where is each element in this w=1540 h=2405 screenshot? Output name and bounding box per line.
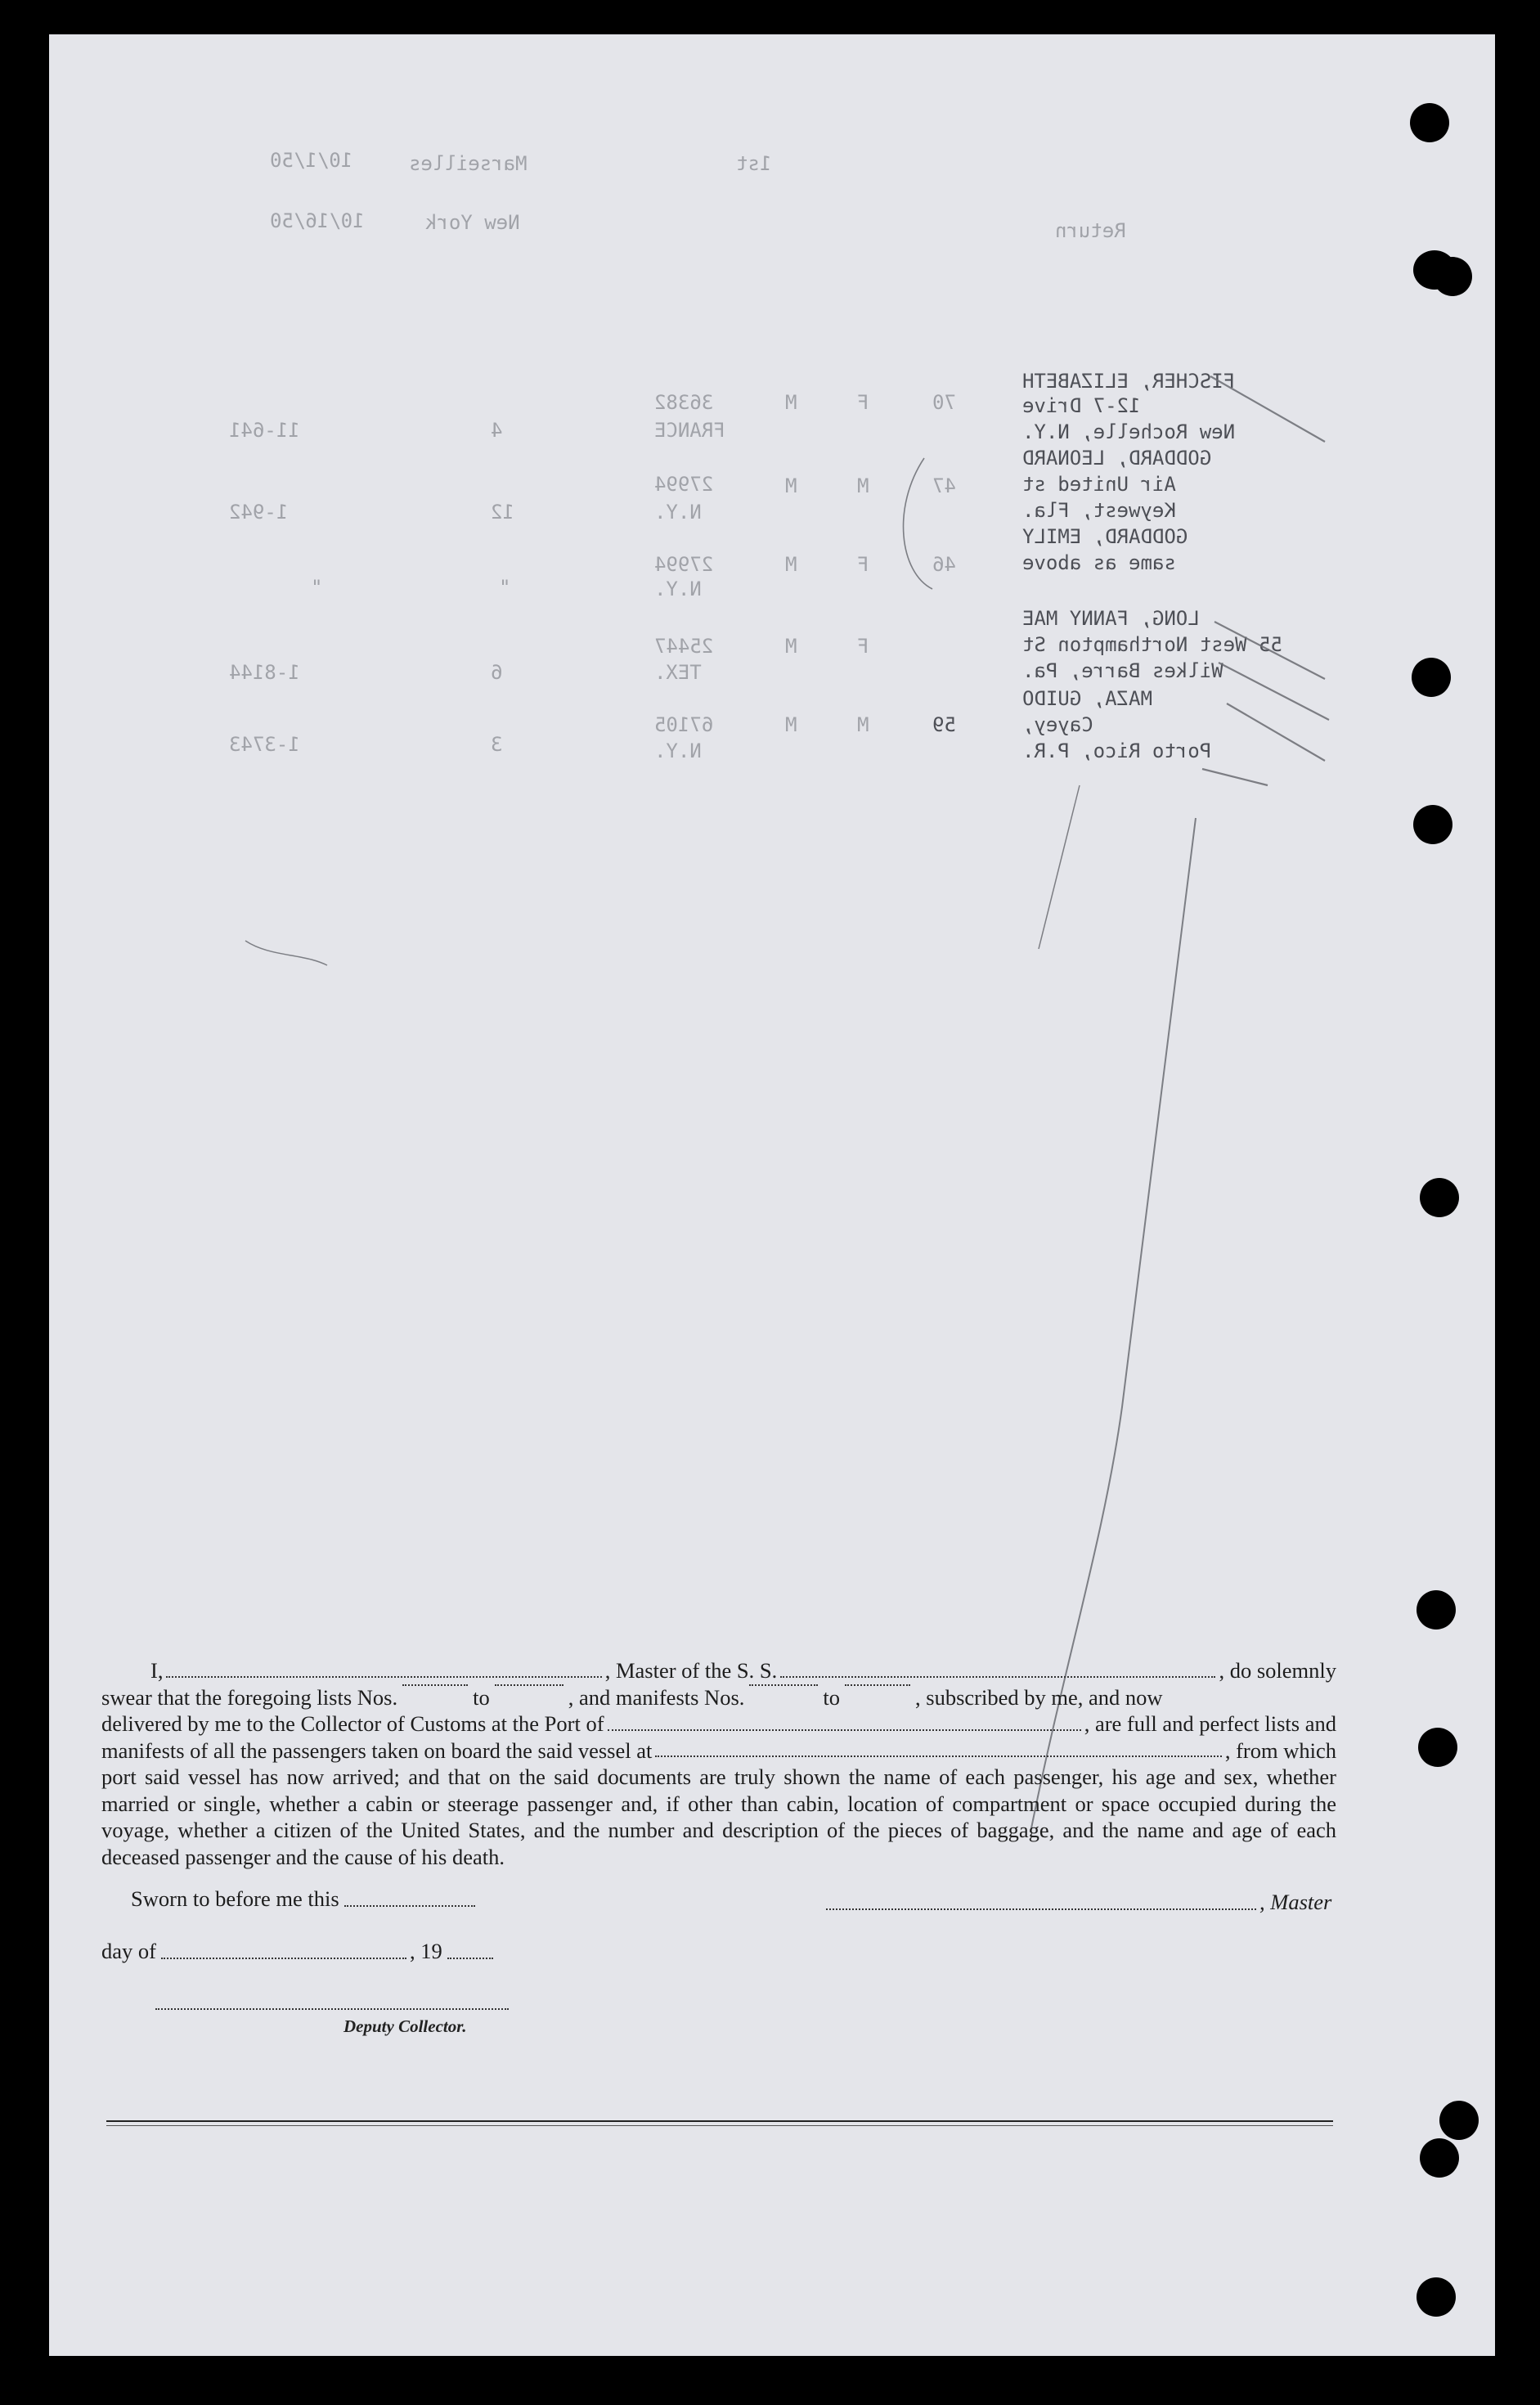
ghost-cert: 27994 <box>654 553 714 576</box>
sworn-date-blank[interactable] <box>344 1905 475 1907</box>
ghost-address: Cayey, <box>1022 713 1093 736</box>
ghost-bag: 12 <box>491 501 514 524</box>
oath-text: , and manifests Nos. <box>568 1684 745 1710</box>
oath-text: to <box>823 1684 841 1710</box>
manifest-to-blank[interactable] <box>845 1684 910 1686</box>
port-blank[interactable] <box>608 1710 1081 1731</box>
master-signature-blank[interactable] <box>826 1908 1256 1910</box>
master-name-blank[interactable] <box>166 1657 601 1678</box>
ghost-num: 1-8144 <box>229 661 300 684</box>
oath-paragraph: port said vessel has now arrived; and that on the said documents are truly shown the name of each passenger, his age and sex, whether married or single, whether a cabin or steerage passenger and, if other than cabin, location of compartment or space occupied during the voyage, whether a citizen of the United States, and the number and description of the pieces of baggage, and the name and age of each deceased passenger and the cause of his death. <box>101 1764 1336 1869</box>
ghost-num: 11-641 <box>229 419 300 442</box>
ghost-name: GODDARD, EMILY <box>1022 525 1188 548</box>
master-label: , Master <box>1259 1890 1332 1914</box>
ghost-date: 10/1/50 <box>270 149 353 172</box>
ghost-status: M <box>785 635 797 658</box>
ghost-status: M <box>785 474 797 497</box>
year-label: , 19 <box>409 1939 442 1963</box>
ghost-address: Wilkes Barre, Pa. <box>1022 659 1223 682</box>
manifest-from-blank[interactable] <box>749 1684 818 1686</box>
sworn-row <box>131 1886 478 1912</box>
ghost-age: 46 <box>932 553 956 576</box>
ghost-cert: 36382 <box>654 391 714 414</box>
ghost-where: FRANCE <box>654 419 725 442</box>
oath-text: , subscribed by me, and now <box>915 1684 1163 1710</box>
ghost-address: 12-7 Drive <box>1022 394 1141 417</box>
oath-text: I, <box>150 1658 164 1683</box>
day-of-row <box>101 1939 496 1964</box>
ghost-bag: 3 <box>491 733 503 756</box>
ghost-address: Air United st <box>1022 473 1176 496</box>
ghost-status: M <box>785 391 797 414</box>
ship-name-blank[interactable] <box>780 1657 1215 1678</box>
ghost-address: Porto Rico, P.R. <box>1022 739 1212 762</box>
oath-text: , do solemnly <box>1219 1658 1337 1683</box>
ghost-note: Return <box>1055 219 1126 242</box>
bottom-rule <box>106 2120 1333 2122</box>
ghost-name: LONG, FANNY MAE <box>1022 607 1200 630</box>
ghost-age: 59 <box>932 713 956 736</box>
ghost-name: MAZA, GUIDO <box>1022 687 1152 710</box>
ghost-cert: 27994 <box>654 473 714 496</box>
ghost-where: N.Y. <box>654 739 702 762</box>
deputy-signature-blank[interactable] <box>155 2008 509 2010</box>
oath-line <box>101 1684 1336 1711</box>
ghost-address: same as above <box>1022 551 1176 574</box>
month-blank[interactable] <box>161 1958 406 1959</box>
ghost-name: GODDARD, LEONARD <box>1022 447 1212 470</box>
list-to-blank[interactable] <box>495 1684 563 1686</box>
ghost-num: 1-3743 <box>229 733 300 756</box>
ghost-sex: M <box>857 713 869 736</box>
oath-text: , from which <box>1224 1737 1336 1763</box>
ghost-port: Marseilles <box>409 152 528 175</box>
oath-text: delivered by me to the Collector of Customs at the Port of <box>101 1711 604 1736</box>
ghost-sex: M <box>857 474 869 497</box>
sworn-label: Sworn to before me this <box>131 1886 339 1911</box>
ghost-num: " <box>311 576 323 599</box>
oath-text: , Master of the S. S. <box>604 1658 778 1683</box>
oath-line <box>101 1657 1336 1684</box>
ghost-bag: 4 <box>491 419 503 442</box>
master-oath <box>101 1657 1336 1870</box>
ghost-name: FISCHER, ELIZABETH <box>1022 370 1236 393</box>
ghost-date: 10/16/50 <box>270 209 365 232</box>
ghost-age: 47 <box>932 474 956 497</box>
year-blank[interactable] <box>447 1958 493 1959</box>
day-of-label: day of <box>101 1939 156 1963</box>
oath-line <box>101 1710 1336 1737</box>
bottom-rule-thin <box>106 2125 1333 2126</box>
ghost-sex: F <box>857 391 869 414</box>
ghost-cert: 25447 <box>654 635 714 658</box>
ghost-bag: " <box>499 576 511 599</box>
oath-text: , are full and perfect lists and <box>1084 1711 1336 1736</box>
ghost-where: N.Y. <box>654 501 702 524</box>
oath-text: to <box>473 1684 490 1710</box>
list-from-blank[interactable] <box>402 1684 468 1686</box>
ghost-class: 1st <box>736 152 772 175</box>
ghost-address: 55 West Northampton St <box>1022 633 1282 656</box>
ghost-age: 70 <box>932 391 956 414</box>
deputy-collector-label: Deputy Collector. <box>343 2016 467 2036</box>
ghost-sex: F <box>857 635 869 658</box>
ghost-address: Keywest, Fla. <box>1022 499 1176 522</box>
ghost-where: N.Y. <box>654 578 702 600</box>
ghost-status: M <box>785 553 797 576</box>
ghost-status: M <box>785 713 797 736</box>
ghost-bag: 6 <box>491 661 503 684</box>
ghost-port: New York <box>425 211 520 234</box>
departure-port-blank[interactable] <box>655 1737 1222 1758</box>
ghost-address: New Rochelle, N.Y. <box>1022 420 1236 443</box>
oath-line <box>101 1737 1336 1764</box>
ghost-sex: F <box>857 553 869 576</box>
oath-text: swear that the foregoing lists Nos. <box>101 1684 398 1710</box>
master-signature-row <box>821 1890 1331 1915</box>
ghost-num: 1-942 <box>229 501 289 524</box>
oath-text: manifests of all the passengers taken on board the said vessel at <box>101 1737 653 1763</box>
ghost-where: TEX. <box>654 661 702 684</box>
ghost-cert: 67105 <box>654 713 714 736</box>
